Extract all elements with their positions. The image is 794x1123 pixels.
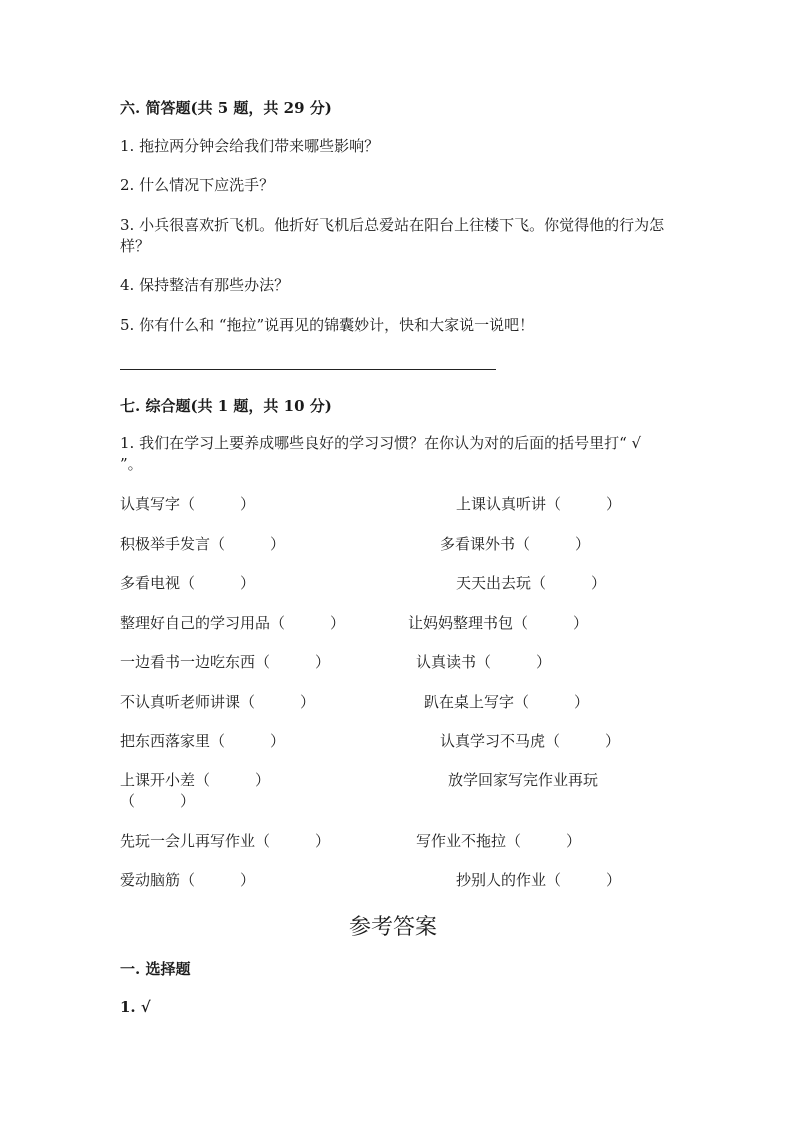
section6-question-3: 3. 小兵很喜欢折飞机。他折好飞机后总爱站在阳台上往楼下飞。你觉得他的行为怎样？ [120, 216, 665, 255]
section6-question-5: 5. 你有什么和 “拖拉”说再见的锦囊妙计，快和大家说一说吧！ [120, 316, 535, 334]
option-right: 天天出去玩（ ） [456, 574, 607, 592]
option-left: 积极举手发言（ ） [120, 535, 286, 553]
section6-title: 六. 简答题(共 5 题，共 29 分) [120, 99, 332, 117]
section7-question-1: 1. 我们在学习上要养成哪些良好的学习习惯？在你认为对的后面的括号里打“ √ ”。 [120, 434, 642, 473]
option-left: 把东西落家里（ ） [120, 732, 286, 750]
option-left: 先玩一会儿再写作业（ ） [120, 832, 331, 850]
answer-line [120, 369, 496, 370]
section7-title: 七. 综合题(共 1 题，共 10 分) [120, 397, 332, 415]
option-right: 抄别人的作业（ ） [456, 871, 622, 889]
option-left: 多看电视（ ） [120, 574, 256, 592]
section6-question-1: 1. 拖拉两分钟会给我们带来哪些影响？ [120, 137, 380, 155]
option-left: 认真写字（ ） [120, 495, 256, 513]
section6-question-2: 2. 什么情况下应洗手？ [120, 176, 275, 194]
option-left: 爱动脑筋（ ） [120, 871, 256, 889]
option-left: 整理好自己的学习用品（ ） [120, 614, 346, 632]
option-right: 多看课外书（ ） [440, 535, 591, 553]
option-left: 一边看书一边吃东西（ ） [120, 653, 331, 671]
option-right: 认真读书（ ） [416, 653, 552, 671]
answer-item-1: 1. √ [120, 998, 151, 1016]
option-right: 趴在桌上写字（ ） [424, 693, 590, 711]
option-right: 上课认真听讲（ ） [456, 495, 622, 513]
option-right: 让妈妈整理书包（ ） [408, 614, 589, 632]
answer-section1-title: 一. 选择题 [120, 960, 191, 978]
option-right-paren-wrap: （ ） [120, 792, 196, 810]
option-right: 放学回家写完作业再玩 [448, 771, 599, 789]
option-left: 上课开小差（ ） [120, 771, 271, 789]
option-left: 不认真听老师讲课（ ） [120, 693, 316, 711]
answer-key-title: 参考答案 [349, 915, 438, 940]
option-right: 认真学习不马虎（ ） [440, 732, 621, 750]
option-right: 写作业不拖拉（ ） [416, 832, 582, 850]
section6-question-4: 4. 保持整洁有那些办法？ [120, 276, 290, 294]
